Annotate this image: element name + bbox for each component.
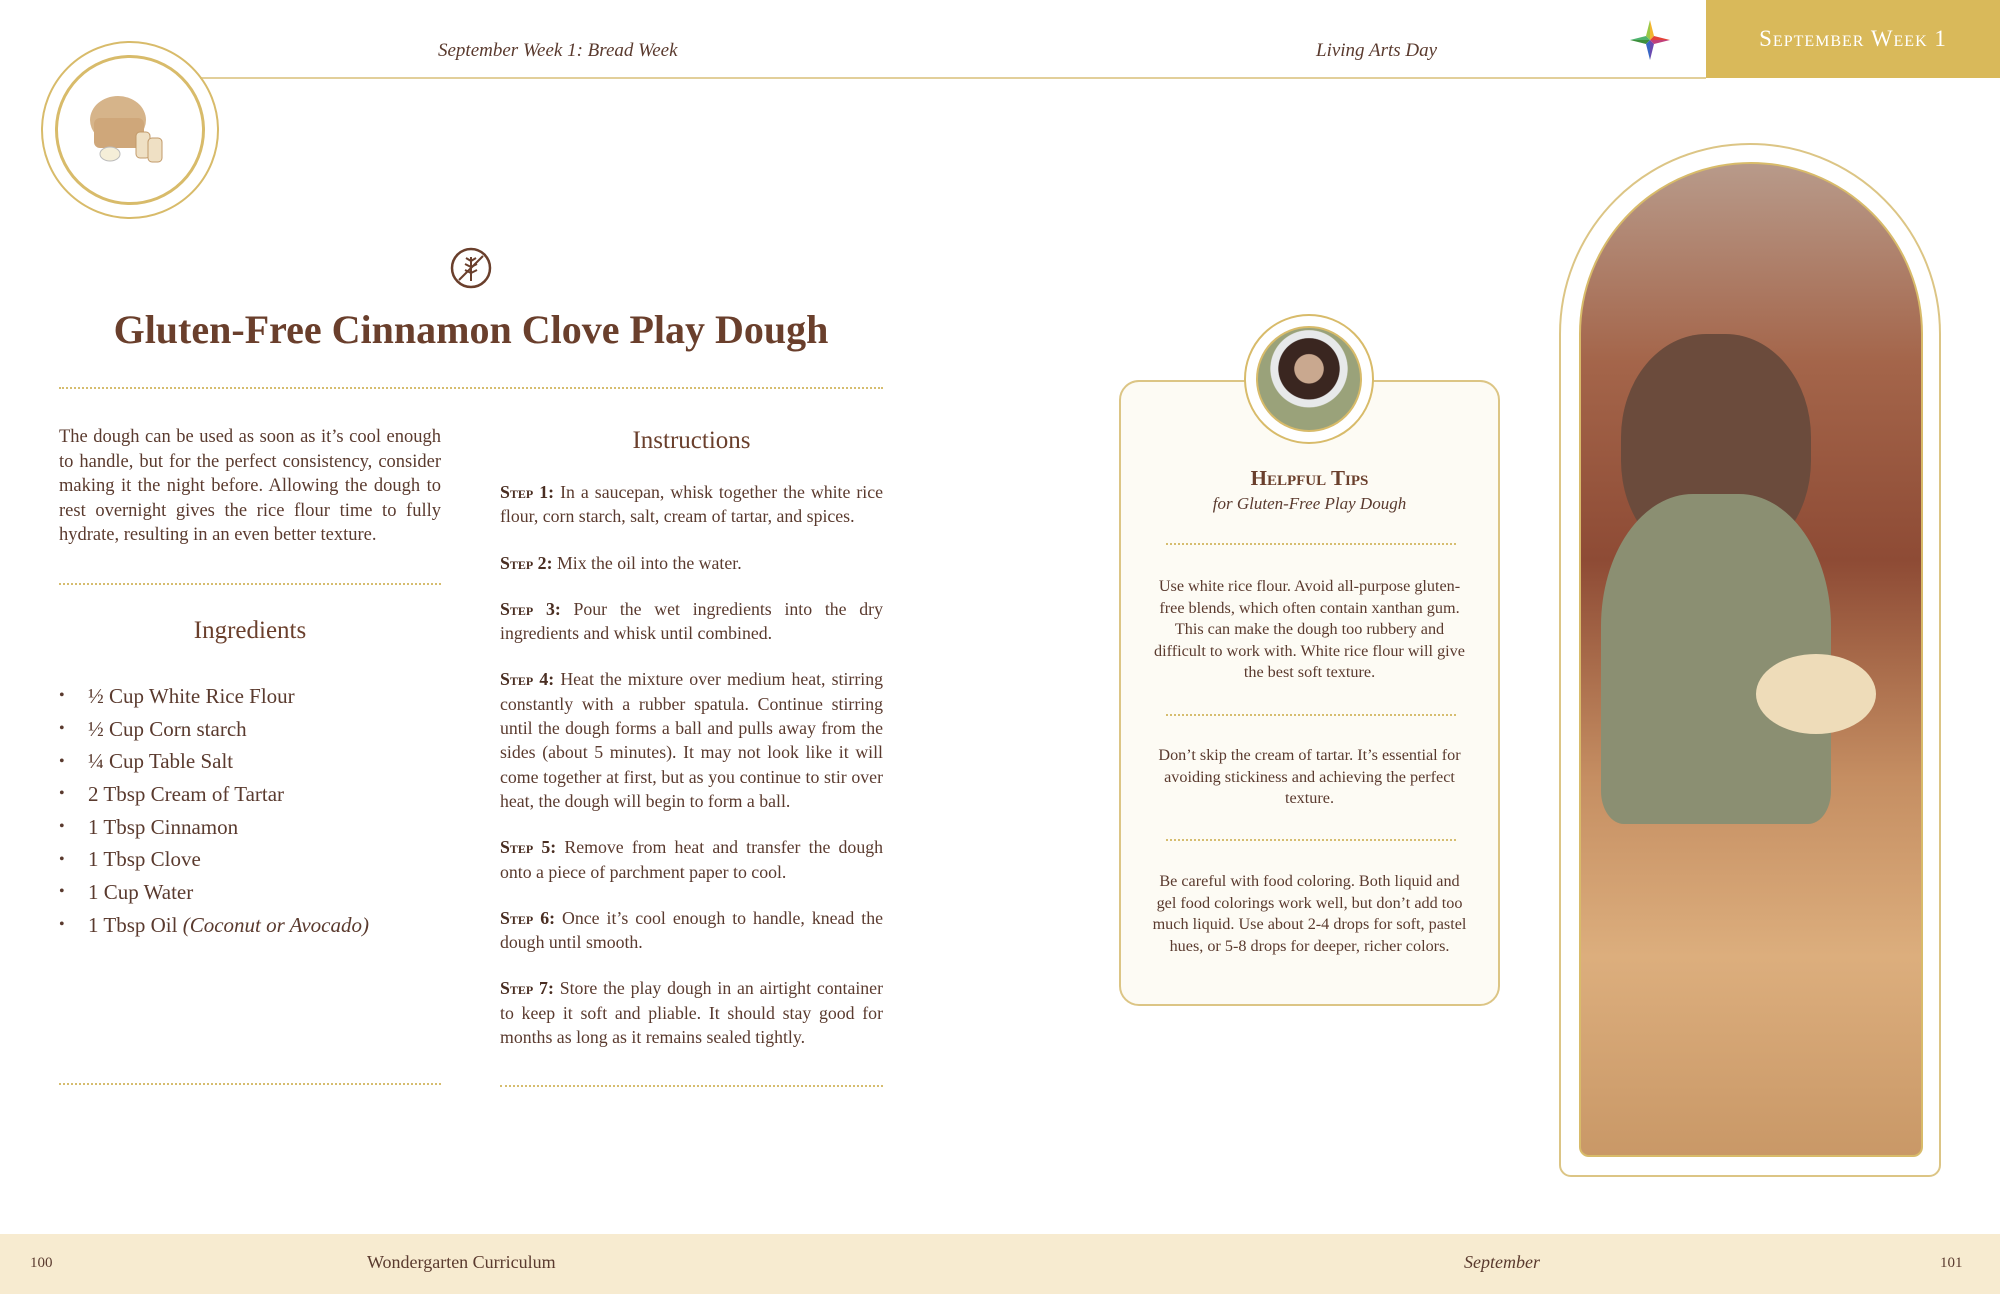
bread-medallion — [55, 55, 205, 205]
step-text: Once it’s cool enough to handle, knead the dough until smooth. — [500, 907, 884, 953]
step — [500, 551, 883, 575]
footer-book-title: Wondergarten Curriculum — [367, 1252, 556, 1272]
divider — [1166, 714, 1456, 716]
tip-text: Be careful with food coloring. Both liquid and gel food colorings work well, but don’t add too much liquid. Use about 2-4 drops for soft, pastel hues, or 5-8 drops for deeper, richer colors. — [1152, 872, 1467, 955]
step-text: Remove from heat and transfer the dough onto a piece of parchment paper to cool. — [500, 837, 883, 882]
instructions-heading: Instructions — [632, 427, 751, 454]
page-number-left: 100 — [30, 1255, 53, 1271]
ingredient-item: • 1 Tbsp Oil (Coconut or Avocado) — [59, 912, 369, 937]
ingredient-text: ¼ Cup Table Salt — [88, 749, 234, 774]
divider — [59, 387, 883, 389]
divider — [59, 1083, 441, 1085]
tips-subtitle: for Gluten-Free Play Dough — [1212, 494, 1407, 513]
week-tab: September Week 1 — [1706, 0, 2000, 78]
divider — [59, 583, 441, 585]
step-label: Step 6: — [500, 907, 556, 928]
header-day-title: Living Arts Day — [1316, 40, 1438, 61]
author-photo — [1256, 326, 1362, 432]
step — [500, 480, 883, 529]
ingredient-text: ½ Cup White Rice Flour — [88, 683, 295, 708]
tip-text: Use white rice flour. Avoid all-purpose gluten-free blends, which often contain xanthan gum. This can make the dough too rubbery and difficult to work with. White rice flour will give the best soft texture. — [1154, 577, 1465, 681]
instructions-list — [500, 480, 883, 1071]
ingredient-item: • 1 Tbsp Cinnamon — [59, 814, 239, 839]
step-text: Heat the mixture over medium heat, stirring constantly with a rubber spatula. Continue stirring until the dough forms a ball and pulls away from the sides (about 5 minutes). It may not look like it will come together at first, but as you continue to stir over heat, the dough will begin to form a ball. — [500, 669, 883, 811]
ingredient-item: • 2 Tbsp Cream of Tartar — [59, 781, 285, 806]
step-label: Step 2: — [500, 552, 553, 573]
ingredient-item: • ¼ Cup Table Salt — [59, 749, 234, 774]
step-label: Step 3: — [500, 598, 561, 619]
tips-title: Helpful Tips — [1250, 466, 1369, 490]
step-label: Step 1: — [500, 482, 555, 502]
recipe-title: Gluten-Free Cinnamon Clove Play Dough — [113, 307, 829, 352]
step-label: Step 4: — [500, 669, 555, 690]
divider — [1166, 839, 1456, 841]
ingredient-text: ½ Cup Corn starch — [88, 716, 247, 741]
ingredient-text: 1 Tbsp Oil — [88, 912, 178, 937]
bread-loaf-icon — [58, 58, 202, 202]
step-label: Step 7: — [500, 978, 554, 999]
ingredients-heading: Ingredients — [193, 617, 307, 644]
ingredient-item: • 1 Tbsp Clove — [59, 847, 201, 872]
step — [500, 667, 883, 813]
step — [500, 906, 883, 955]
recipe-intro: The dough can be used as soon as it’s cool enough to handle, but for the perfect consistency, consider making it the night before. Allowing the dough to rest overnight gives the rice flour time to fully hydrate, resulting in an even better texture. — [59, 427, 441, 545]
child-kneading-dough-photo — [1579, 162, 1923, 1157]
step-text: Store the play dough in an airtight container to keep it soft and pliable. It should stay good for months as long as it remains sealed tightly. — [500, 978, 884, 1048]
step-text: Mix the oil into the water. — [556, 552, 742, 573]
ingredient-text: 1 Tbsp Clove — [88, 847, 201, 872]
author-avatar-frame — [1244, 314, 1374, 444]
divider — [500, 1085, 883, 1087]
footer-month: September — [1464, 1252, 1540, 1272]
step — [500, 597, 883, 646]
header-week-title: September Week 1: Bread Week — [438, 40, 678, 61]
divider — [1166, 543, 1456, 545]
step — [500, 976, 883, 1049]
step — [500, 835, 883, 884]
ingredient-text: 1 Tbsp Cinnamon — [88, 814, 239, 839]
step-text: Pour the wet ingredients into the dry ingredients and whisk until combined. — [500, 598, 883, 644]
ingredients-list — [59, 680, 441, 942]
tip-text: Don’t skip the cream of tartar. It’s essential for avoiding stickiness and achieving the perfect texture. — [1158, 746, 1461, 807]
gluten-free-icon — [450, 247, 492, 289]
ingredient-item: • 1 Cup Water — [59, 879, 194, 904]
ingredient-text: 1 Cup Water — [88, 879, 194, 904]
header-rule — [200, 77, 1706, 79]
star-logo-icon — [1628, 18, 1672, 62]
step-text: In a saucepan, whisk together the white rice flour, corn starch, salt, cream of tartar, and spices. — [500, 482, 884, 527]
helpful-tips-card — [1119, 380, 1500, 1006]
ingredient-item: • ½ Cup White Rice Flour — [59, 683, 295, 708]
ingredient-text: 2 Tbsp Cream of Tartar — [88, 781, 285, 806]
footer-band — [0, 1234, 2000, 1294]
page-number-right: 101 — [1940, 1255, 1963, 1271]
step-label: Step 5: — [500, 837, 557, 858]
ingredient-note: (Coconut or Avocado) — [182, 912, 369, 937]
ingredient-item: • ½ Cup Corn starch — [59, 716, 247, 741]
